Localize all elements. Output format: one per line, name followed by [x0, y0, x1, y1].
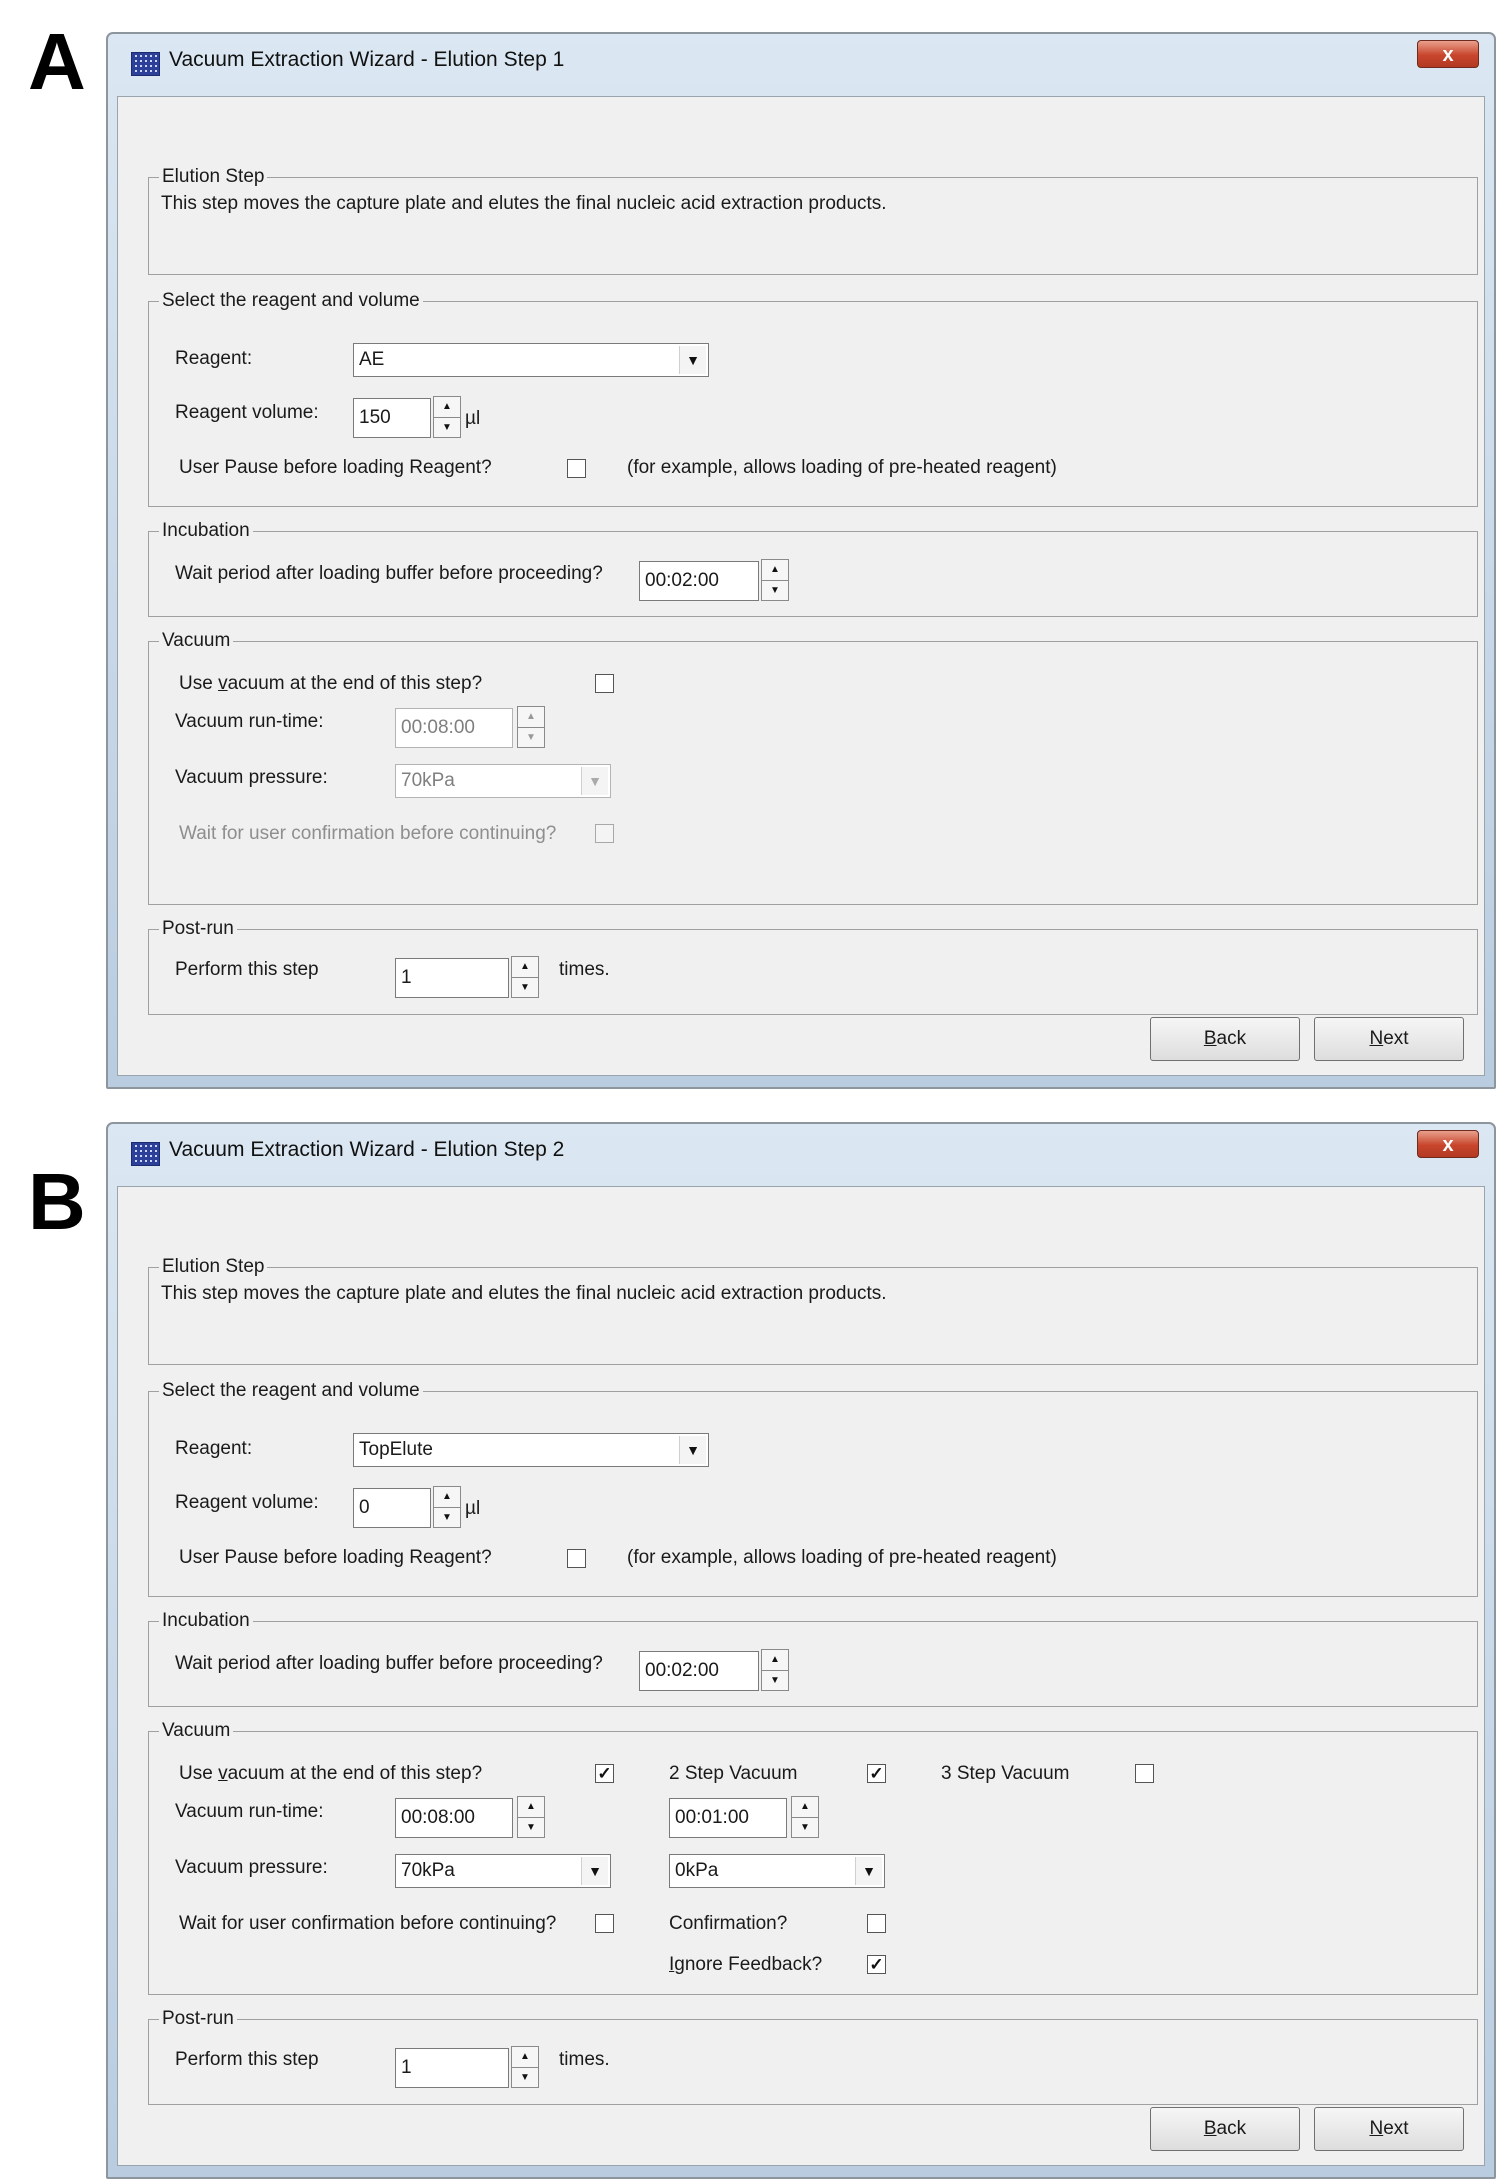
wizard-body	[117, 96, 1485, 1076]
volume-input[interactable]	[353, 1488, 431, 1528]
volume-stepper[interactable]	[433, 396, 461, 438]
stepper-up-icon[interactable]: ▲	[434, 1487, 460, 1508]
stepper-up-icon[interactable]: ▲	[434, 397, 460, 418]
confirm-label: Wait for user confirmation before continuing?	[179, 823, 557, 844]
runtime-label: Vacuum run-time:	[175, 711, 324, 732]
chevron-down-icon[interactable]: ▼	[679, 1436, 706, 1464]
group-legend: Post-run	[159, 2007, 237, 2031]
volume-stepper[interactable]	[433, 1486, 461, 1528]
perform-count-value: 1	[401, 2057, 412, 2078]
chevron-down-icon[interactable]: ▼	[581, 1857, 608, 1885]
perform-count-value: 1	[401, 967, 412, 988]
wait-time-stepper[interactable]	[761, 1649, 789, 1691]
incubation-group	[148, 1610, 1478, 1707]
confirm-checkbox[interactable]	[595, 1914, 614, 1933]
stepper-up-icon[interactable]: ▲	[512, 2047, 538, 2068]
two-step-checkbox[interactable]: ✓	[867, 1764, 886, 1783]
wait-time-input[interactable]	[639, 1651, 759, 1691]
elution-step-group	[148, 1256, 1478, 1365]
use-vacuum-label: Use vacuum at the end of this step?	[179, 1763, 483, 1784]
volume-value: 150	[359, 407, 391, 428]
perform-label: Perform this step	[175, 2049, 319, 2070]
runtime-input[interactable]	[395, 1798, 513, 1838]
runtime-label: Vacuum run-time:	[175, 1801, 324, 1822]
stepper-up-icon[interactable]: ▲	[792, 1797, 818, 1818]
reagent-value: TopElute	[359, 1439, 433, 1460]
confirm-label: Wait for user confirmation before continuing?	[179, 1913, 557, 1934]
pause-label: User Pause before loading Reagent?	[179, 457, 492, 478]
back-button[interactable]: Back	[1150, 2107, 1300, 2151]
postrun-group	[148, 918, 1478, 1015]
group-legend: Post-run	[159, 917, 237, 941]
wait-time-value: 00:02:00	[645, 570, 719, 591]
ignore-feedback-checkbox[interactable]: ✓	[867, 1955, 886, 1974]
next-button[interactable]: Next	[1314, 2107, 1464, 2151]
pressure-label: Vacuum pressure:	[175, 767, 328, 788]
stepper-down-icon[interactable]: ▼	[800, 1822, 810, 1833]
runtime-stepper[interactable]	[517, 1796, 545, 1838]
pause-checkbox[interactable]	[567, 459, 586, 478]
panel-label-b: B	[28, 1157, 86, 1246]
pressure-select[interactable]	[395, 1854, 611, 1888]
stepper-down-icon[interactable]: ▼	[526, 1822, 536, 1833]
group-legend: Select the reagent and volume	[159, 1379, 423, 1403]
close-button[interactable]: x	[1417, 40, 1479, 68]
runtime-stepper[interactable]	[517, 706, 545, 748]
pressure-label: Vacuum pressure:	[175, 1857, 328, 1878]
reagent-label: Reagent:	[175, 348, 253, 369]
volume-label: Reagent volume:	[175, 1492, 319, 1513]
elution-step-group	[148, 166, 1478, 275]
title-bar[interactable]	[117, 34, 1485, 96]
group-legend: Vacuum	[159, 1719, 233, 1743]
runtime-input[interactable]	[395, 708, 513, 748]
confirm2-checkbox[interactable]	[867, 1914, 886, 1933]
wizard-body	[117, 1186, 1485, 2166]
stepper-up-icon[interactable]: ▲	[762, 560, 788, 581]
use-vacuum-label: Use vacuum at the end of this step?	[179, 673, 483, 694]
runtime2-value: 00:01:00	[675, 1807, 749, 1828]
group-legend: Elution Step	[159, 165, 267, 189]
use-vacuum-checkbox[interactable]	[595, 674, 614, 693]
step-description: This step moves the capture plate and elutes the final nucleic acid extraction products.	[161, 193, 887, 214]
stepper-up-icon[interactable]: ▲	[512, 957, 538, 978]
perform-count-stepper[interactable]	[511, 956, 539, 998]
perform-count-stepper[interactable]	[511, 2046, 539, 2088]
vacuum-group	[148, 1720, 1478, 1995]
runtime2-stepper[interactable]	[791, 1796, 819, 1838]
next-button[interactable]: Next	[1314, 1017, 1464, 1061]
reagent-label: Reagent:	[175, 1438, 253, 1459]
window-title: Vacuum Extraction Wizard - Elution Step 1	[169, 48, 565, 71]
chevron-down-icon[interactable]: ▼	[855, 1857, 882, 1885]
pressure-value: 70kPa	[401, 1860, 455, 1881]
group-legend: Elution Step	[159, 1255, 267, 1279]
plate-grid-icon	[131, 1142, 160, 1166]
stepper-up-icon[interactable]: ▲	[518, 707, 544, 728]
reagent-value: AE	[359, 349, 385, 370]
stepper-down-icon[interactable]: ▼	[770, 1675, 780, 1686]
stepper-down-icon[interactable]: ▼	[442, 422, 452, 433]
stepper-up-icon[interactable]: ▲	[762, 1650, 788, 1671]
wait-label: Wait period after loading buffer before proceeding?	[175, 1653, 603, 1674]
close-button[interactable]: x	[1417, 1130, 1479, 1158]
stepper-down-icon[interactable]: ▼	[526, 732, 536, 743]
postrun-group	[148, 2008, 1478, 2105]
pause-note: (for example, allows loading of pre-heated reagent)	[627, 1547, 1057, 1568]
title-bar[interactable]	[117, 1124, 1485, 1186]
runtime-value: 00:08:00	[401, 1807, 475, 1828]
confirm-checkbox[interactable]	[595, 824, 614, 843]
stepper-down-icon[interactable]: ▼	[770, 585, 780, 596]
reagent-select[interactable]	[353, 343, 709, 377]
pause-checkbox[interactable]	[567, 1549, 586, 1568]
runtime2-input[interactable]	[669, 1798, 787, 1838]
confirm2-label: Confirmation?	[669, 1913, 788, 1934]
incubation-group	[148, 520, 1478, 617]
pause-label: User Pause before loading Reagent?	[179, 1547, 492, 1568]
stepper-down-icon[interactable]: ▼	[520, 2072, 530, 2083]
perform-count-input[interactable]	[395, 2048, 509, 2088]
panel-label-a: A	[28, 17, 86, 106]
perform-label: Perform this step	[175, 959, 319, 980]
reagent-group	[148, 1380, 1478, 1597]
volume-unit: µl	[465, 1498, 481, 1519]
volume-value: 0	[359, 1497, 370, 1518]
wait-time-value: 00:02:00	[645, 1660, 719, 1681]
wizard-window-step2	[106, 1122, 1496, 2179]
stepper-up-icon[interactable]: ▲	[518, 1797, 544, 1818]
pressure-select[interactable]	[395, 764, 611, 798]
pressure2-value: 0kPa	[675, 1860, 719, 1881]
plate-grid-icon	[131, 52, 160, 76]
chevron-down-icon[interactable]: ▼	[679, 346, 706, 374]
stepper-down-icon[interactable]: ▼	[520, 982, 530, 993]
wait-time-input[interactable]	[639, 561, 759, 601]
group-legend: Incubation	[159, 1609, 253, 1633]
wait-label: Wait period after loading buffer before proceeding?	[175, 563, 603, 584]
times-label: times.	[559, 2049, 610, 2070]
volume-input[interactable]	[353, 398, 431, 438]
pressure-value: 70kPa	[401, 770, 455, 791]
step-description: This step moves the capture plate and elutes the final nucleic acid extraction products.	[161, 1283, 887, 1304]
reagent-group	[148, 290, 1478, 507]
pause-note: (for example, allows loading of pre-heated reagent)	[627, 457, 1057, 478]
times-label: times.	[559, 959, 610, 980]
vacuum-group	[148, 630, 1478, 905]
three-step-checkbox[interactable]	[1135, 1764, 1154, 1783]
volume-label: Reagent volume:	[175, 402, 319, 423]
perform-count-input[interactable]	[395, 958, 509, 998]
three-step-label: 3 Step Vacuum	[941, 1763, 1070, 1784]
wait-time-stepper[interactable]	[761, 559, 789, 601]
group-legend: Select the reagent and volume	[159, 289, 423, 313]
pressure2-select[interactable]	[669, 1854, 885, 1888]
use-vacuum-checkbox[interactable]: ✓	[595, 1764, 614, 1783]
chevron-down-icon[interactable]: ▼	[581, 767, 608, 795]
back-button[interactable]: Back	[1150, 1017, 1300, 1061]
group-legend: Vacuum	[159, 629, 233, 653]
two-step-label: 2 Step Vacuum	[669, 1763, 798, 1784]
runtime-value: 00:08:00	[401, 717, 475, 738]
ignore-feedback-label: Ignore Feedback?	[669, 1954, 823, 1975]
stepper-down-icon[interactable]: ▼	[442, 1512, 452, 1523]
wizard-window-step1	[106, 32, 1496, 1089]
window-title: Vacuum Extraction Wizard - Elution Step 2	[169, 1138, 565, 1161]
reagent-select[interactable]	[353, 1433, 709, 1467]
group-legend: Incubation	[159, 519, 253, 543]
volume-unit: µl	[465, 408, 481, 429]
